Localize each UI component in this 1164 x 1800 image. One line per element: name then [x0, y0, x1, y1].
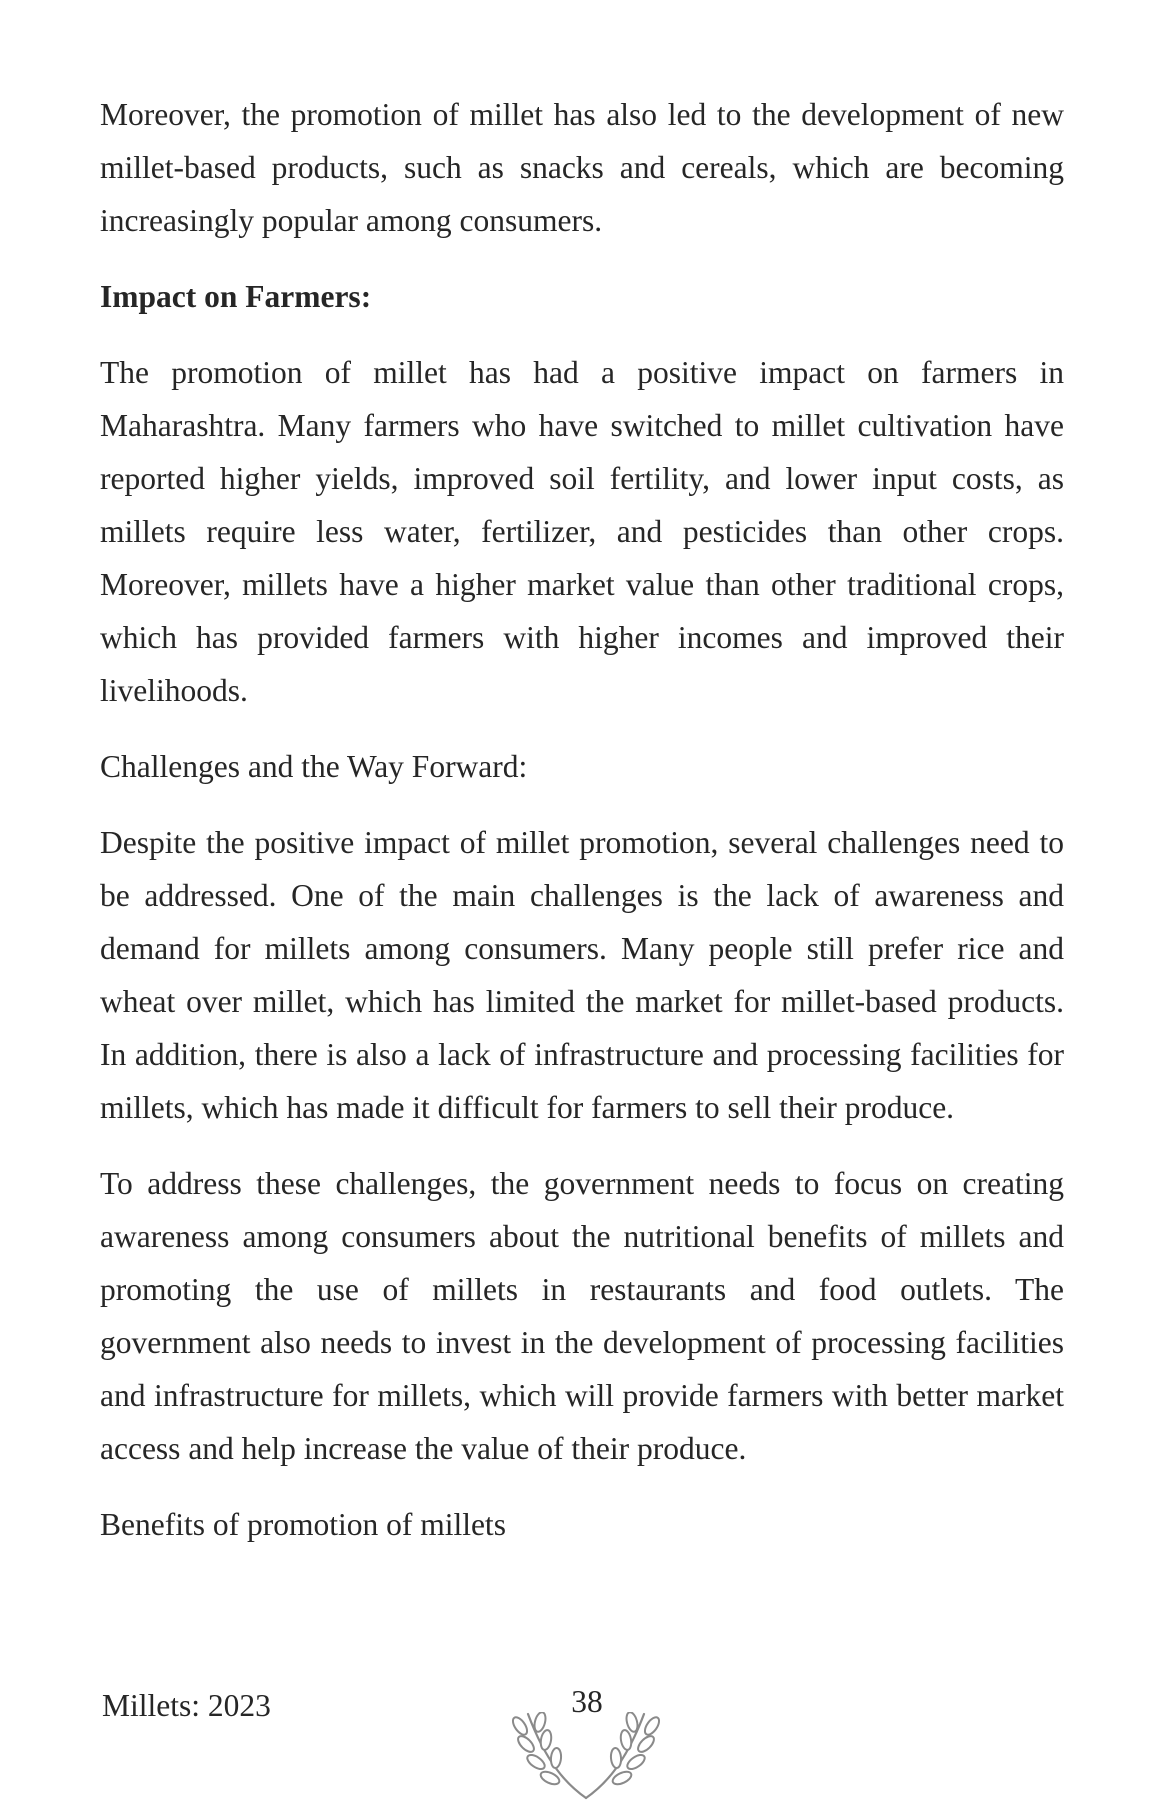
heading-benefits: Benefits of promotion of millets [100, 1507, 506, 1542]
page-body [100, 88, 1064, 1574]
heading-challenges: Challenges and the Way Forward: [100, 749, 528, 784]
paragraph-challenges: Despite the positive impact of millet promotion, several challenges need to be addressed. One of the main challenges is the lack of awareness and demand for millets among consumers. Many people still prefer rice and wheat over millet, which has limited the market for millet-based products. In addition, there is also a lack of infrastructure and processing facilities for millets, which has made it difficult for farmers to sell their produce. [100, 825, 1064, 1125]
wheat-laurel-icon [506, 1712, 666, 1800]
footer-book-title: Millets: 2023 [102, 1688, 271, 1723]
paragraph-impact-on-farmers: The promotion of millet has had a positive impact on farmers in Maharashtra. Many farmers who have switched to millet cultivation have reported higher yields, improved soil fertility, and lower input costs, as millets require less water, fertilizer, and pesticides than other crops. Moreover, millets have a higher market value than other traditional crops, which has provided farmers with higher incomes and improved their livelihoods. [100, 355, 1064, 708]
heading-impact-on-farmers: Impact on Farmers: [100, 279, 372, 314]
paragraph-millet-products: Moreover, the promotion of millet has also led to the development of new millet-based products, such as snacks and cereals, which are becoming increasingly popular among consumers. [100, 97, 1064, 238]
paragraph-way-forward: To address these challenges, the government needs to focus on creating awareness among consumers about the nutritional benefits of millets and promoting the use of millets in restaurants and food outlets. The government also needs to invest in the development of processing facilities and infrastructure for millets, which will provide farmers with better market access and help increase the value of their produce. [100, 1166, 1064, 1466]
page-number: 38 [571, 1684, 603, 1719]
